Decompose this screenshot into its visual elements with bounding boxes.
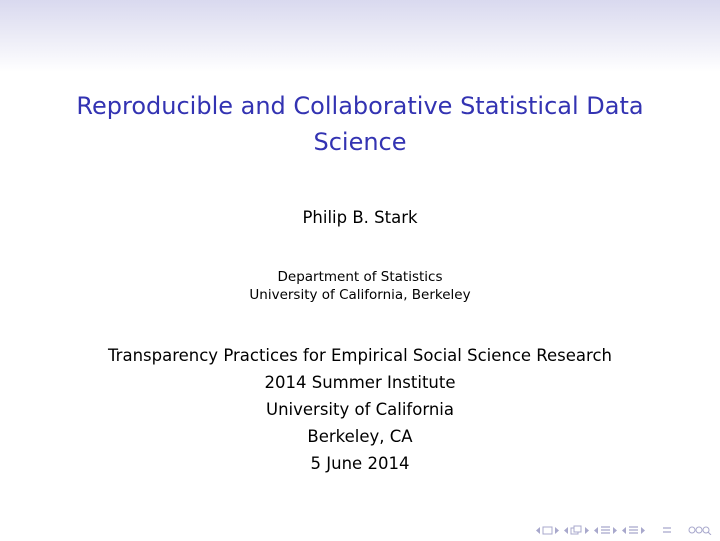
institute-university: University of California, Berkeley bbox=[249, 287, 471, 303]
event-institute: 2014 Summer Institute bbox=[264, 373, 456, 392]
section-icon[interactable] bbox=[628, 525, 639, 535]
frame-icon[interactable] bbox=[542, 526, 553, 535]
event-organization: University of California bbox=[266, 400, 454, 419]
arrow-left-icon[interactable] bbox=[563, 526, 569, 535]
nav-subsection-group bbox=[563, 525, 590, 535]
arrow-right-icon[interactable] bbox=[612, 526, 618, 535]
event-name: Transparency Practices for Empirical Social Science Research bbox=[108, 346, 612, 365]
institute bbox=[0, 268, 720, 304]
nav-section-group bbox=[593, 525, 618, 535]
title-line-1: Reproducible and Collaborative Statistical Data bbox=[76, 92, 644, 120]
subsection-icon[interactable] bbox=[570, 525, 583, 535]
slide-title bbox=[0, 88, 720, 160]
section-icon[interactable] bbox=[600, 525, 611, 535]
arrow-left-icon[interactable] bbox=[535, 526, 541, 535]
institute-department: Department of Statistics bbox=[277, 269, 443, 285]
nav-document-group bbox=[621, 525, 646, 535]
event-location: Berkeley, CA bbox=[307, 427, 413, 446]
event-date: 5 June 2014 bbox=[310, 454, 410, 473]
author: Philip B. Stark bbox=[302, 208, 418, 227]
align-icon[interactable] bbox=[662, 525, 672, 535]
arrow-right-icon[interactable] bbox=[640, 526, 646, 535]
search-icon[interactable] bbox=[688, 525, 712, 535]
arrow-left-icon[interactable] bbox=[621, 526, 627, 535]
event-info bbox=[0, 342, 720, 477]
title-line-2: Science bbox=[313, 128, 407, 156]
nav-frame-group bbox=[535, 526, 560, 535]
arrow-right-icon[interactable] bbox=[584, 526, 590, 535]
arrow-right-icon[interactable] bbox=[554, 526, 560, 535]
header-band bbox=[0, 0, 720, 72]
beamer-navigation bbox=[535, 525, 712, 535]
arrow-left-icon[interactable] bbox=[593, 526, 599, 535]
